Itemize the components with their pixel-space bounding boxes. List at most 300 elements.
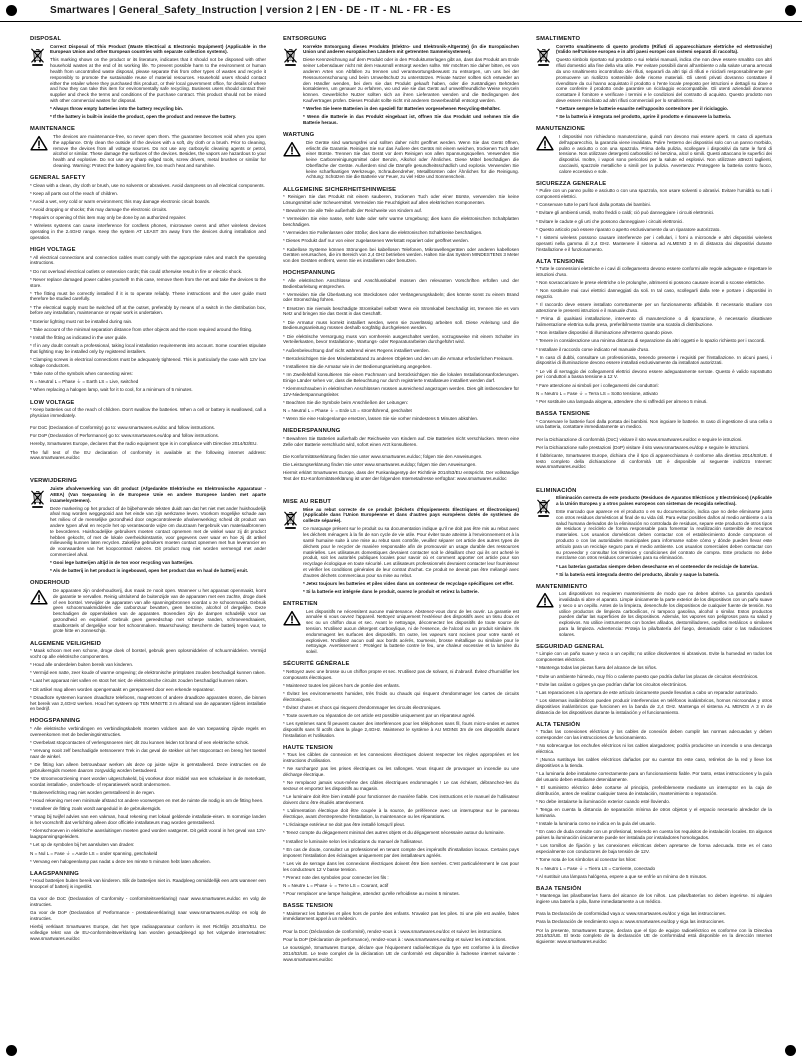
section-row	[283, 911, 519, 925]
section-paragraph: * Installare il raccordo come indicato nel manuale d'uso.	[536, 346, 650, 352]
section-row	[536, 266, 772, 407]
lang-block-it	[536, 36, 772, 473]
section-paragraph: * Tous les câbles de connexion et les connexions électriques doivent respecter les règles appropriées et les instructions d'utilisation.	[283, 752, 519, 764]
section-row	[536, 651, 772, 717]
section-paragraph: * The fitting must be correctly installed if it is to operate reliably. These instructions and the user guide must therefore be studied carefully.	[30, 290, 266, 302]
section	[283, 454, 519, 484]
section-paragraph: * Tenere in considerazione una minima distanza di separazione da altri oggetti e lo spazio richiesto per i raccordi.	[536, 338, 766, 344]
section-paragraph: * Keep batteries out of the reach of children. Don't swallow the batteries. When a cell or battery is swallowed, call a physician immediately.	[30, 407, 266, 418]
section-heading: MAINTENANCE	[30, 126, 76, 133]
section-paragraph: * Al sustituir una lámpara halógena, espere a que se enfríe un mínimo de 5 minutos.	[536, 873, 708, 879]
section-paragraph: * Wenn Sie eine Halogenlampe ersetzen, lassen Sie sie vorher mindestens 5 Minuten abkühlen.	[283, 416, 479, 422]
section-paragraph: * Wireless systems can cause interference for cordless phones, microwave ovens and other wireless devices operating in the 2.4GHz range. Keep the system AT LEAST 3m away from the devices during installation and operation.	[30, 223, 266, 240]
section-row	[30, 588, 266, 637]
section-paragraph: * Vervang nooit zelf beschadigde netsnoeren! Trek in dat geval de stekker uit het stopcontact en breng het toestel naar de winkel.	[30, 748, 266, 759]
section-paragraph: * Alle elektrischen Anschlüsse und Anschlusskabel müssen den relevanten Vorschriften erfüllen und der Bedienbarleitung entsprechen.	[283, 277, 519, 289]
section-paragraph: * No sobrecargue los enchufes eléctricos ni los cables alargadores; podría producirse un incendio o una descarga eléctrica.	[536, 743, 772, 755]
section-text	[30, 878, 266, 892]
section-row	[30, 726, 266, 867]
section-paragraph: * De fitting kan alleen betrouwbaar werken als deze op juiste wijze is geïnstalleerd. Deze instructies en de gebruikersgids moeten daarom zorgvuldig worden bestudeerd.	[30, 762, 266, 773]
section-paragraph: * Prenez note des symboles pour connecter les fils :	[283, 874, 389, 880]
section-paragraph: * Vraag bij twijfel advies van een vakman, houd rekening met lokaal geldende installatie-eisen. In sommige landen is het voorschrift dat verlichting alleen door officiële installateurs mag worden geïnstalleerd.	[30, 814, 266, 826]
section-paragraph: * Die Armatur muss korrekt installiert werden, wenn sie zuverlässig arbeiten soll. Diese Anleitung und die Bedienungsanleitung müssen deshalb sorgfältig durchgelesen werden.	[283, 319, 519, 331]
section-text	[30, 183, 266, 244]
section-paragraph: * Gooi lege batterijen altijd in de ton voor recycling van batterijen.	[50, 560, 194, 566]
section-paragraph: The full text of the EU declaration of conformity is available at the following internet address: www.smartwares.eu/doc	[30, 449, 266, 461]
section-paragraph: Die Geräte sind wartungsfrei und sollten daher nicht geöffnet werden. Wenn Sie das Gerät öffnen, erlischt die Garantie. Reinigen Sie nur das Äußere des Geräts mit einem weichen, trockenen Tuch oder einer Bürste. Trennen Sie das Gerät vor dem Reinigen von allen Spannungsquellen. Verwenden Sie keine Carbonreinigungsmittel oder Benzin, Alkohol oder Ähnliches. Diese Mittel beschädigen die Oberfläche der Geräte. Außerdem sind die Dämpfe gesundheitsschädlich und explosiv. Verwenden Sie keine scharfkantigen Werkzeuge, Schraubendreher, Metallbürsten oder Ähnliches für die Reinigung. Achtung: Schützen Sie die Batterie vor Feuer, zu viel Hitze und Sonnenschein.	[306, 139, 519, 180]
section-text	[283, 454, 519, 484]
section-paragraph: * Pour remplacer une lampe halogène, attendez qu'elle refroidisse au moins 5 minutes.	[283, 891, 460, 897]
registration-mark-top-left	[6, 5, 17, 16]
section-paragraph: * Houd batterijen buiten bereik van kinderen. Slik de batterijen niet in. Raadpleeg onmiddellijk een arts wanneer een knoopcel of batterij is ingeslikt.	[30, 878, 266, 890]
section-paragraph: N = Neutral L = Phase ⏚ = Erde LS = stromführend, geschaltet	[283, 408, 412, 414]
section-row	[30, 648, 266, 714]
section-paragraph: For DoC (Declaration of Conformity) go to: www.smartwares.eu/doc and follow instructions.	[30, 424, 216, 430]
section-text	[303, 44, 519, 129]
section	[30, 580, 266, 636]
section-text	[283, 436, 519, 450]
section	[30, 641, 266, 715]
section	[536, 644, 772, 718]
section-paragraph: * Alle elektrische verbindingen en verbindingskabels moeten voldoen aan de van toepassing zijnde regels en overeenkomen met de bedieningsinstructies.	[30, 725, 266, 737]
section-row	[536, 44, 772, 123]
section	[536, 126, 772, 176]
section-paragraph: * Évitez chutes et chocs qui risquent d'endommager les circuits électroniques.	[283, 704, 442, 710]
section-paragraph: * Do not overload electrical outlets or extension cords; this could otherwise result in fire or electric shock.	[30, 268, 243, 274]
section-paragraph: * Ne surchargez pas les prises électriques ou les rallonges. Vous risquez de provoquer un incendie ou une décharge électrique.	[283, 766, 519, 778]
section-paragraph: * De stroomvoorziening moet worden uitgeschakeld, bij voorkeur door middel van een schakelaar in de meterkast, voordat installatie-, onderhouds- of reparatiewerk wordt ondernomen.	[30, 776, 266, 787]
section-row	[283, 44, 519, 129]
section-paragraph: * Pulire con un panno pulito e asciutto o con una spazzola, non usare solventi o abrasivi. Evitare l'umidità su tutti i componenti elettrici.	[536, 188, 772, 200]
section	[283, 601, 519, 657]
section-row	[536, 419, 772, 433]
section-heading: ALGEMENE VEILIGHEID	[30, 640, 102, 647]
section-text	[306, 609, 519, 658]
section-paragraph: * Se la batteria è integrata nel prodotto, aprire il prodotto e rimuovere la batteria.	[556, 114, 732, 120]
section	[283, 661, 519, 741]
section-paragraph: * Los tornillos de fijación y las conexiones eléctricas deben apretarse de forma adecuada. Este es el caso especialmente con conductores de baja tensión de 12V.	[536, 843, 772, 855]
section-paragraph: N = Neutro L = Fase ⏚ = Tierra LS = Corriente, conectado	[536, 865, 656, 871]
section-paragraph: * Limpie con un paño suave y seco o un cepillo; no utilice disolventes ni abrasivos. Evite la humedad en todos los componentes eléctricos.	[536, 651, 772, 663]
section-paragraph: * Vervang een halogeenlamp pas nadat u deze ten minste 5 minuten hebt laten afkoelen.	[30, 858, 211, 864]
section-paragraph: * All electrical connections and connection cables must comply with the appropriate rules and match the operating instructions.	[30, 254, 266, 266]
section-paragraph: Deze markering op het product of de bijbehorende teksten duidt aan dat het niet met ander huishoudelijk afval mag worden weggegooid aan het einde van zijn werkzame leven. Voorkom mogelijke schade aan het milieu of de menselijke gezondheid door ongecontroleerde afvalverwerking; scheid dit product van andere typen afval en recycle het op verantwoorde wijze om duurzaam hergebruik van materiaalbronnen te bevorderen. Huishoudelijke gebruikers moeten contact opnemen met de winkel waar zij dit product hebben gekocht, of met de lokale overheidsinstantie, voor gegevens over waar en hoe zij dit artikel milieuveilig kunnen laten recyclen. Zakelijke gebruikers moeten contact opnemen met hun leverancier en de voorwaarden van het koopcontract nalezen. Dit product mag niet worden vermengd met ander commercieel afval.	[50, 505, 266, 557]
section-paragraph: * Mantenga todas las piezas fuera del alcance de los niños.	[536, 665, 658, 671]
section-row	[536, 591, 772, 640]
section	[30, 36, 266, 122]
section	[536, 584, 772, 640]
section-paragraph: * Le viti di serraggio dei collegamenti elettrici devono essere adeguatamente serrate. Questo è valido soprattutto per i conduttori a bassa tensione a 12 V.	[536, 368, 772, 380]
section-text	[53, 588, 266, 637]
section-paragraph: Ce marquage présent sur le produit ou sa documentation indique qu'il ne doit pas être mis au rebut avec les déchets ménagers à la fin de son cycle de vie utile. Pour éviter toute atteinte à l'environnement et à la santé humaine suite à une mise au rebut sans contrôle, veuillez séparer cet article des autres types de déchets pour le recycler de manière responsable afin de promouvoir un usage durable des ressources matérielles. Les utilisateurs domestiques devraient contacter soit le détaillant chez qui ils ont acheté le produit, soit les autorités publiques locales pour savoir où et comment apporter cet article pour son recyclage écologique en toute sécurité. Les utilisateurs professionnels devraient contacter leur fournisseur et vérifier les conditions générales de leur contrat d'achat. Ce produit ne devrait pas être mélangé avec d'autres déchets commerciaux pour sa mise au rebut.	[303, 526, 519, 578]
section-heading: HIGH VOLTAGE	[30, 247, 76, 254]
section-heading: SÉCURITÉ GÉNÉRALE	[283, 661, 350, 668]
section-paragraph: * If the battery is built-in inside the product, open the product and remove the battery.	[50, 114, 237, 120]
section-paragraph: * Installieren Sie die Armatur wie in der Bedienungsanleitung angegeben.	[283, 363, 432, 369]
section-paragraph: * Let op de symbolen bij het aansluiten van draden:	[30, 842, 135, 848]
section-paragraph: * Clamping screws in electrical connections must be adequately tightened. This is particularly the case with 12V low voltage conductors.	[30, 357, 266, 368]
section-paragraph: Le soussigné, Smartwares Europe, déclare que l'équipement radioélectrique du type est conforme à la directive 2014/53/UE. Le texte complet de la déclaration UE de conformité est disponible à l'adresse internet suivante : www.smartwares.eu/doc	[283, 944, 519, 962]
section-row	[536, 495, 772, 580]
warning-triangle-icon	[283, 609, 301, 626]
section-paragraph: * Las reparaciones o la apertura de este artículo únicamente puede llevarlas a cabo un reparador autorizado.	[536, 689, 758, 695]
section-paragraph: * Les systèmes sans fil peuvent causer des interférences pour les téléphones sans fil, fours micro-ondes et autres dispositifs sans fil actifs dans la plage 2,4GHz. Maintenez le système à AU MOINS 3m de ces dispositifs durant l'installation et l'utilisation.	[283, 721, 519, 738]
section-row	[30, 134, 266, 171]
section-paragraph: * Le luminaire doit être bien installé pour fonctionner de manière fiable. Ces instructions et le manuel de l'utilisateur doivent donc être étudiés attentivement.	[283, 794, 519, 806]
section-heading: NIEDERSPANNUNG	[283, 428, 341, 435]
section-row	[30, 183, 266, 244]
section-paragraph: De apparaten zijn onderhoudsvrij, dus maak ze nooit open. Wanneer u het apparaat openmaakt, komt de garantie te vervallen. Reinig uitsluitend de buitenzijde van de apparaten met een zachte, droge doek of een borstel. Verwijder de apparaten van alle spanningsbronnen voordat u ze schoonmaakt. Gebruik geen schoonmaakmiddelen die carbonzuur bevatten, geen benzine, alcohol of dergelijke. Deze beschadigen de oppervlakken van de apparaten. Bovendien zijn de dampen schadelijk voor uw gezondheid en explosief. Gebruik geen gereedschap met scherpe randen, schroevendraaiers, staalborstels of dergelijke voor het schoonmaken. Waarschuwing: Bescherm de batterij tegen vuur, te grote hitte en zonneschijn.	[53, 587, 266, 634]
section-paragraph: * Klemschroeven in elektrische aansluitingen moeten goed worden vastgezet. Dit geldt vooral in het geval van 12V-laagspanningsgeleiders.	[30, 828, 266, 840]
section-paragraph: * Ersetzen Sie niemals beschädigte Stromkabel selbst! Wenn ein Stromkabel beschädigt ist, trennen Sie es vom Netz und bringen Sie das Gerät in das Geschäft.	[283, 305, 519, 317]
section-paragraph: * Maintenez les batteries et piles hors de portée des enfants. N'avalez pas les piles. Si une pile est avalée, faites immédiatement appel à un médecin.	[283, 910, 519, 922]
lang-block-fr	[283, 499, 519, 965]
section-text	[306, 140, 519, 183]
section-paragraph: Hierbij verklaart Smartwares Europe, dat het type radioapparatuur conform is met Richtlijn 2014/53/EU. De volledige tekst van de EU-conformiteitsverklaring kan worden geraadpleegd op het volgende internetadres: www.smartwares.eu/doc	[30, 924, 266, 941]
section	[283, 270, 519, 424]
section-heading: LAAGSPANNING	[30, 870, 79, 877]
section-paragraph: N = Neutral L = Phase ⏚ = Earth LS = Live, switched	[30, 379, 139, 385]
section-paragraph: Les dispositifs ne nécessitent aucune maintenance. Abstenez-vous donc de les ouvrir. La garantie est annulée si vous ouvrez l'appareil. Nettoyez uniquement l'extérieur des dispositifs avec un tissu doux et sec ou un chiffon doux et sec. Avant le nettoyage, déconnectez les dispositifs de toute source de tension. N'utilisez aucun détergent carboxylique, ni de l'essence, de l'alcool ou un produit similaire. Ils endommagent les surfaces des dispositifs. En outre, les vapeurs sont nocives pour votre santé et explosives. N'utilisez aucun outil aux bords acérés, tournevis, brosse métallique ou similaire pour le nettoyage. Avertissement : Protégez la batterie contre le feu, une chaleur excessive et la lumière du soleil.	[306, 608, 519, 655]
section-text	[283, 752, 519, 899]
section-paragraph: * Non sostituire mai cavi elettrici danneggiati da soli. In tal caso, scollegarli dalla rete e portare i dispositivi in negozio.	[536, 288, 772, 300]
section-paragraph: * Werfen Sie leere Batterien in den speziell für Batterien vorgesehenen Recycling-Behälter.	[303, 106, 501, 112]
section-paragraph: Para la Declaración de rendimiento vaya a: www.smartwares.eu/dop y siga las instrucciones.	[536, 919, 725, 925]
section-heading: ENTSORGUNG	[283, 36, 327, 42]
section-heading: MANTENIMIENTO	[536, 583, 588, 590]
section-heading: HOCHSPANNUNG	[283, 270, 336, 277]
section	[536, 411, 772, 432]
section	[536, 911, 772, 947]
section-text	[283, 194, 519, 266]
section-heading: DISPOSAL	[30, 36, 62, 42]
section-paragraph: Hereby, Smartwares Europe, declares that the radio equipment type is in compliance with Directive 2014/53/EU.	[30, 441, 258, 447]
section	[536, 722, 772, 882]
section-text	[30, 255, 266, 396]
section-paragraph: * Exterior lighting must not be installed during rain.	[30, 318, 133, 324]
section-paragraph: Ga voor de DoC (Declaration of Conformity - conformiteitsverklaring) naar www.smartwares.eu/doc en volg de instructies.	[30, 896, 266, 908]
section-text	[30, 726, 266, 867]
section-paragraph: * L'éclairage extérieur ne doit pas être installé lorsqu'il pleut.	[283, 822, 406, 828]
section-paragraph: * Wenn die Batterie in das Produkt eingebaut ist, öffnen Sie das Produkt und nehmen Sie die Batterie heraus.	[303, 114, 519, 126]
section-row	[283, 609, 519, 658]
section-heading: ALTA TENSIONE	[536, 258, 585, 265]
section-heading: ENTRETIEN	[283, 601, 318, 608]
section-paragraph: * La luminaria debe instalarse correctamente para un funcionamiento fiable. Por tanto, estas instrucciones y la guía del usuario deben estudiarse detenidamente.	[536, 771, 772, 782]
section-paragraph: Per la Dichiarazione sulle prestazioni (DoP) visitare il sito www.smartwares.eu/dop e seguire le istruzioni.	[536, 444, 750, 450]
section-text	[283, 929, 519, 965]
section-row	[283, 454, 519, 484]
section-paragraph: * Nettoyez avec une brosse ou un chiffon propre et sec. N'utilisez pas de solvant, ni d'abrasif. Évitez d'humidifier les composants électriques.	[283, 668, 519, 680]
section	[536, 181, 772, 255]
section-paragraph: * Non sovraccaricare le prese elettriche o le prolunghe, altrimenti si possono causare incendi o scosse elettriche.	[536, 280, 766, 286]
section-paragraph: * No debe instalarse la iluminación exterior cuando esté lloviendo.	[536, 799, 671, 805]
section-row	[283, 140, 519, 183]
section-heading: GENERAL SAFETY	[30, 175, 86, 182]
section-paragraph: * Installeer de fitting zoals wordt aangeduid in de gebruikersgids.	[30, 806, 162, 812]
section-paragraph: * Take account of the minimal separation distance from other objects and the room required around the fitting.	[30, 326, 253, 332]
section-paragraph: * Dit artikel mag alleen worden opengemaakt en gerepareerd door een erkende reparateur.	[30, 686, 215, 692]
section-text	[559, 591, 772, 640]
section-paragraph: * Non installare dispositivi di illuminazione all'esterno quando piove.	[536, 330, 674, 336]
weee-bin-icon	[283, 44, 298, 67]
section-paragraph: * Bewahren Sie Batterien außerhalb der Reichweite von Kindern auf. Die Batterien nicht verschlucken. Wenn eine Zelle oder Batterie verschluckt wird, sofort einen Arzt konsultieren.	[283, 435, 519, 447]
section-paragraph: * Ne remplacez jamais vous-même des câbles électriques endommagés ! Le cas échéant, débranchez-les du secteur et emportez les dispositifs au magasin.	[283, 780, 519, 792]
section-paragraph: I dispositivi non richiedono manutenzione, quindi non devono mai essere aperti. In caso di apertura dell'apparecchio, la garanzia viene invalidata. Pulire l'esterno dei dispositivi solo con un panno morbido, pulito e asciutto o con una spazzola. Prima della pulizia, scollegare i dispositivi da tutte le fonti di tensione. Non utilizzare detergenti carbossilici né benzina, alcol o simili. Questi attaccano le superfici dei dispositivi. Inoltre, i vapori sono pericolosi per la salute ed esplosivi. Non utilizzare attrezzi taglienti, cacciaviti, spazzole metalliche o simili per la pulizia. Avvertenza: Proteggere la batteria contro fuoco, calore eccessivo e sole.	[559, 133, 772, 174]
lang-block-en	[30, 36, 266, 463]
section-row	[283, 507, 519, 598]
section-paragraph: * Conservare le batterie fuori dalla portata dei bambini. Non ingoiare le batterie. In caso di ingestione di una cella o una batteria, contattare immediatamente un medico.	[536, 418, 772, 430]
section-paragraph: * Gettare sempre le batterie esaurite nell'apposito contenitore per il riciclaggio.	[556, 106, 729, 112]
section-paragraph: * Install the fitting as indicated in the user guide.	[30, 334, 128, 340]
warning-triangle-icon	[30, 134, 48, 151]
section-text	[283, 669, 519, 741]
section-paragraph: Hiermit erklärt Smartwares Europe, dass der Funkanlagentyp der Richtlinie 2014/53/EU entspricht. Der vollständige Text der EU-Konformitätserklärung ist unter der folgenden Internetadresse verfügbar: www.smartwares.eu/doc	[283, 470, 519, 482]
section-paragraph: * Los sistemas inalámbricos pueden producir interferencias en teléfonos inalámbricos, hornos microondas y otros dispositivos inalámbricos que funcionen en la banda de 2,4 GHz. Mantenga el sistema AL MENOS A 3 m de distancia de los dispositivos durante la instalación y el funcionamiento.	[536, 698, 772, 715]
section-paragraph: * Las baterías gastadas siempre deben desecharse en el contenedor de reciclaje de baterías.	[556, 563, 759, 569]
section-paragraph: * Buitenverlichting mag niet worden geïnstalleerd in de regen.	[30, 789, 156, 795]
section-paragraph: * Klemmschrauben in elektrischen Anschlüssen müssen ausreichend angezogen werden. Dies gilt insbesondere für 12V-Niederspannungsleiter.	[283, 385, 519, 397]
section-row	[536, 911, 772, 947]
section-paragraph: * Beachten Sie die Symbole beim Anschließen der Leitungen:	[283, 399, 409, 405]
section	[283, 903, 519, 924]
section-paragraph: Die Konformitätserklärung finden Sie unter www.smartwares.eu/doc; folgen Sie den Anweisungen.	[283, 453, 483, 459]
section-text	[30, 648, 266, 714]
section-paragraph: * Berücksichtigen Sie den Mindestabstand zu anderen Objekten und den um die Armatur erforderlichen Freiraum.	[283, 355, 514, 361]
section-paragraph: * Clean with a clean, dry cloth or brush, use no solvents or abrasives. Avoid dampness on all electrical components.	[30, 182, 265, 188]
section-paragraph: * Evite las caídas o golpes ya que podrían dañar los circuitos electrónicos.	[536, 681, 688, 687]
section-paragraph: Per la Dichiarazione di conformità (DoC) visitare il sito www.smartwares.eu/doc e seguire le istruzioni.	[536, 436, 743, 442]
section-paragraph: * Per sostituire una lampada alogena, attendere che si raffreddi per almeno 5 minuti.	[536, 398, 708, 404]
section-text	[556, 495, 772, 580]
section-paragraph: Diese Kennzeichnung auf dem Produkt oder in den Produktunterlagen gibt an, dass das Produkt am Ende seiner Lebensdauer nicht mit dem Hausmüll entsorgt werden sollte. Wir möchten Sie daher bitten, es von anderen Arten von Abfällen zu trennen und verantwortungsbewusst zu entsorgen, um uns bei der Ressourcenschonung und beim Umweltschutz zu unterstützen. Private Nutzer sollten sich entweder an den Händler wenden, bei dem sie das Produkt gekauft haben, oder die zuständigen Behörden kontaktieren, um genauer zu erfahren, wo und wie sie das Gerät auf umweltfreundliche Weise recyceln können. Gewerbliche Nutzer sollten sich an ihren Lieferanten wenden und die Bedingungen des Kaufvertrages prüfen. Dieses Produkt sollte nicht mit anderem Gewerbeabfall entsorgt werden.	[303, 57, 519, 103]
section-paragraph: Eliminación correcta de este producto (Residuos de Aparatos Eléctricos y Electrónicos) (Aplicable a la Unión Europea y a otros países europeos con sistemas de recogida selectiva).	[556, 495, 772, 506]
section-paragraph: * El suministro eléctrico debe cortarse al principio, preferiblemente mediante un interruptor en la caja de distribución, antes de realizar cualquier tarea de instalación, mantenimiento o reparación.	[536, 785, 772, 796]
section	[30, 175, 266, 243]
section-paragraph: Juiste afvalverwerking van dit product (Afgedankte Elektrische en Elektronische Apparatuur - AEEA) (Van toepassing in de Europese Unie en andere Europese landen met aparte inzamelsystemen).	[50, 485, 266, 503]
section-text	[536, 419, 772, 433]
section-paragraph: Los dispositivos no requieren mantenimiento de modo que no deben abrirse. La garantía quedará invalidada si abre el aparato. Limpie únicamente la parte exterior de los dispositivos con un paño suave y seco o un cepillo. Antes de la limpieza, desenchufe los dispositivos de cualquier fuente de tensión. No utilice productos de limpieza carboxílicos, ni tampoco gasolina, alcohol o similar. Estos productos pueden dañar las superficies de los dispositivos. Además, los vapores son peligrosos para su salud y explosivos. No utilice instrumentos con bordes afilados, destornilladores, cepillos metálicos o similares para la limpieza. Advertencia: Proteja la pila/batería del fuego, demasiado calor o las radiaciones solares.	[559, 591, 772, 637]
section-row	[283, 278, 519, 425]
section-text	[30, 896, 266, 944]
section-text	[536, 893, 772, 907]
section-text	[53, 134, 266, 171]
column-3	[536, 32, 772, 980]
section-heading: BAJA TENSIÓN	[536, 885, 582, 892]
section-paragraph: * Always throw empty batteries into the battery recycling bin.	[50, 106, 184, 112]
section-paragraph: * Tutte le connessioni elettriche e i cavi di collegamento devono essere conformi alle regole adeguate e rispettare le istruzioni d'uso.	[536, 266, 772, 277]
section-paragraph: * Repairs or opening of this item may only be done by an authorized repairer.	[30, 215, 187, 221]
section-paragraph: Corretto smaltimento di questo prodotto (Rifiuti di apparecchiature elettriche ed elettroniche) (Valido nell'Unione europea e in altri paesi europei con sistemi separati di raccolta).	[556, 43, 772, 55]
page-header	[0, 0, 802, 22]
section	[283, 36, 519, 128]
section	[536, 488, 772, 580]
section-paragraph: * In caso di dubbi, consultare un professionista, tenendo presente i requisiti per l'installazione. In alcuni paesi, i dispositivi di illuminazione devono essere installati esclusivamente da installatori autorizzati.	[536, 354, 772, 366]
section-paragraph: * Maak schoon met een schone, droge doek of borstel, gebruik geen oplosmiddelen of schuurmiddelen. Vermijd vocht op alle elektrische componenten.	[30, 648, 266, 659]
section-paragraph: * Never replace damaged power cables yourself! In this case, remove them from the net and take the devices to the store.	[30, 276, 266, 288]
weee-bin-icon	[536, 44, 551, 67]
section-paragraph: * Maintenez toutes les pièces hors de portée des enfants.	[283, 682, 400, 688]
section-row	[283, 194, 519, 266]
section-paragraph: * Avoid dropping or shocks; this may damage the electronic circuits.	[30, 207, 168, 213]
section-row	[30, 896, 266, 944]
section-paragraph: Este marcado que aparece en el producto o en su documentación, indica que no debe eliminarse junto con otros residuos domésticos al final de su vida útil. Para evitar posibles daños al medio ambiente o a la salud humana derivados de la eliminación no controlada de residuos, separe este producto de otros tipos de residuos y recíclelo de forma responsable para fomentar la reutilización sostenible de recursos materiales. Los usuarios domésticos deben contactar con el establecimiento donde compraron el producto o con las autoridades municipales para informarse sobre cómo y dónde pueden llevar este artículo para un reciclaje seguro para el medio ambiente. Los usuarios comerciales deben contactar con su proveedor y consultar los términos y condiciones del contrato de compra. Este producto no debe mezclarse con otros residuos comerciales para su eliminación.	[556, 509, 772, 561]
section-paragraph: * Toute ouverture ou réparation de cet article est possible uniquement par un réparateur agréé.	[283, 713, 476, 719]
section-paragraph: * L'alimentation électrique doit être coupée à la source, de préférence avec un interrupteur sur le panneau électrique, avant d'entreprendre l'installation, la maintenance ou les réparations.	[283, 808, 519, 820]
section-row	[30, 407, 266, 421]
section-heading: LOW VOLTAGE	[30, 399, 75, 406]
section-heading: ONDERHOUD	[30, 580, 70, 587]
section-row	[30, 878, 266, 892]
section-paragraph: * I sistemi wireless possono causare interferenze per i cellulari, i forni a microonde e altri dispositivi wireless operanti nella gamma di 2,4 GHz. Mantenere il sistema ad ALMENO 3 m di distanza dai dispositivi durante l'installazione e il funzionamento.	[536, 234, 772, 252]
section-heading: MANUTENZIONE	[536, 126, 586, 133]
section-paragraph: Para la Declaración de conformidad vaya a: www.smartwares.eu/doc y siga las instrucciones.	[536, 911, 726, 917]
section-paragraph: Correct Disposal of This Product (Waste Electrical & Electronic Equipment) (Applicable in the European Union and other European countries with separate collection systems).	[50, 43, 266, 55]
weee-bin-icon	[283, 507, 298, 530]
section	[30, 718, 266, 866]
section-paragraph: * Take note of the symbols when connecting wires:	[30, 371, 133, 377]
section-row	[536, 729, 772, 881]
section-heading: SEGURIDAD GENERAL	[536, 643, 605, 650]
section-paragraph: * En cas de doute, consultez un professionnel en tenant compte des impératifs d'installation locaux. Certains pays imposent l'installation des éclairages uniquement par des installateurs agréés.	[283, 846, 519, 858]
section-row	[536, 437, 772, 473]
section-paragraph: Pour la DoP (Déclaration de performance), rendez-vous à : www.smartwares.eu/dop et suivez les instructions.	[283, 936, 507, 942]
section-paragraph: * Mantenga las pilas/baterías fuera del alcance de los niños. Las pilas/baterías no deben ingerirse. Si alguien ingiere una batería o pila, llame inmediatamente a un médico.	[536, 893, 772, 905]
section-paragraph: Questo simbolo riportato sul prodotto o sui relativi manuali, indica che non deve essere smaltito con altri rifiuti domestici alla fine della vita utile. Per evitare possibili danni all'ambiente o alla salute umana arrecati da uno smaltimento incontrollato dei rifiuti, separarli da altri tipi di rifiuti e riciclarli responsabilmente per promuovere un riutilizzo sostenibile delle risorse materiali. Gli utenti privati dovranno contattare il rivenditore da cui hanno acquistato il prodotto o l'ente locale preposto per istruzioni e dettagli su dove e come conferire il prodotto onde garantire un riciclaggio ecocompatibile. Gli utenti aziendali dovranno contattare il fornitore e verificare i termini e le condizioni del contratto di acquisto. Questo prodotto non deve essere mischiato ad altri rifiuti commerciali per lo smaltimento.	[556, 57, 772, 103]
section-paragraph: * Les vis de serrage dans les connexions électriques doivent être bien serrées. C'est particulièrement le cas pour les conducteurs 12 V basse tension.	[283, 860, 519, 872]
section	[30, 896, 266, 944]
section-paragraph: * Todas las conexiones eléctricas y los cables de conexión deben cumplir las normas adecuadas y deben corresponder con las instrucciones de funcionamiento.	[536, 729, 772, 741]
lang-block-nl	[30, 478, 266, 944]
section-row	[536, 893, 772, 907]
section-paragraph: * Tenga en cuenta la distancia de separación mínima de otros objetos y el espacio necesario alrededor de la luminaria.	[536, 807, 772, 819]
section-paragraph: * Il raccordo deve essere installato correttamente per un funzionamento affidabile. È necessario studiare con attenzione le presenti istruzioni e il manuale d'uso.	[536, 302, 772, 314]
section-paragraph: * Questo articolo può essere riparato o aperto esclusivamente da un riparatore autorizzato.	[536, 226, 721, 232]
section-paragraph: * The electrical supply must be switched off at the outset, preferably by means of a switch in the distribution box, before any installation, maintenance or repair work is undertaken.	[30, 304, 266, 316]
warning-triangle-icon	[536, 134, 554, 151]
section-paragraph: N = Neutro L = Fase ⏚ = Terra LS = Sotto tensione, attivato	[536, 390, 658, 396]
section	[536, 36, 772, 122]
section	[283, 499, 519, 597]
section-paragraph: * If in any doubt consult a professional, taking local installation requirements into account. Some countries stipulate that lighting may be installed only by registered installers.	[30, 343, 266, 354]
section-text	[536, 729, 772, 881]
section-heading: VERWIJDERING	[30, 478, 78, 485]
section-text	[536, 437, 772, 473]
section	[283, 187, 519, 267]
weee-bin-icon	[536, 495, 551, 518]
section-row	[536, 188, 772, 254]
section-paragraph: * Fare attenzione ai simboli per i collegamenti dei conduttori:	[536, 382, 659, 388]
column-1	[30, 32, 266, 980]
weee-bin-icon	[30, 486, 45, 509]
page-title: Smartwares | General_Safety_Instruction | version 2 | EN - DE - IT - NL - FR - ES	[50, 5, 451, 16]
section-paragraph: * Vermeiden Sie die Überlastung von Steckdosen oder Verlängerungskabeln; dies könnte sonst zu einem Brand oder Stromschlag führen.	[283, 291, 519, 303]
section-paragraph: Ga voor de DoP (Declaration of Performance - prestatieverklaring) naar www.smartwares.eu/dop en volg de instructies.	[30, 910, 266, 922]
section-paragraph: * Außenbeleuchtung darf nicht während eines Regens installiert werden.	[283, 347, 430, 353]
section-text	[536, 266, 772, 407]
section-row	[283, 436, 519, 450]
section-text	[30, 407, 266, 421]
section	[30, 247, 266, 395]
section-paragraph: N = Nul L = Fase ⏚ = Aarde LS = onder spanning, geschakeld	[30, 850, 158, 856]
section-paragraph: * Overbelast stopcontacten of verlengsnoeren niet; dit zou kunnen leiden tot brand of een elektrische schok.	[30, 739, 250, 745]
lang-block-es	[536, 488, 772, 948]
section-paragraph: * Laat het apparaat niet vallen en stoot het niet; de elektronische circuits zouden beschadigd kunnen raken.	[30, 678, 249, 684]
section-paragraph: * Bewahren Sie alle Teile außerhalb der Reichweite von Kindern auf.	[283, 208, 423, 214]
section-paragraph: * Houd alle onderdelen buiten bereik van kinderen.	[30, 662, 134, 668]
section	[30, 871, 266, 892]
section-heading: ALLGEMEINE SICHERHEITSHINWEISE	[283, 186, 397, 193]
section-text	[30, 425, 266, 463]
section	[30, 478, 266, 576]
column-2	[283, 32, 519, 980]
section-heading: ELIMINACIÓN	[536, 487, 577, 494]
section-row	[30, 486, 266, 577]
section-heading: BASSA TENSIONE	[536, 411, 591, 418]
section-paragraph: * Reinigen Sie das Produkt mit einem sauberen, trockenen Tuch oder einer Bürste, verwenden Sie keine Lösungsmittel oder Scheuermittel. Vermeiden Sie Feuchtigkeit auf allen elektrischen Komponenten.	[283, 194, 519, 205]
warning-triangle-icon	[536, 591, 554, 608]
section-row	[283, 669, 519, 741]
section-heading: BASSE TENSION	[283, 903, 333, 910]
warning-triangle-icon	[30, 588, 48, 605]
section	[536, 437, 772, 473]
section-heading: ALTA TENSIÓN	[536, 721, 581, 728]
registration-mark-bottom-right	[785, 1045, 796, 1056]
section-paragraph: * Installez le luminaire selon les indications du manuel de l'utilisateur.	[283, 838, 424, 844]
section	[30, 425, 266, 463]
weee-bin-icon	[30, 44, 45, 67]
section	[283, 428, 519, 449]
section-row	[30, 44, 266, 123]
section-text	[50, 486, 266, 577]
section-row	[30, 255, 266, 396]
section-paragraph: * Die elektrische Versorgung muss von vornherein ausgeschaltet werden, vorzugsweise mit einem Schalter im Verteilerkasten, bevor Installations-, Wartungs- oder Reparaturarbeiten durchgeführt wird.	[283, 333, 519, 345]
section-heading: HOOGSPANNING	[30, 718, 81, 725]
section-paragraph: * Als de batterij in het product is ingebouwd, open het product dan en haal de batterij eruit.	[50, 568, 249, 574]
section	[30, 126, 266, 171]
section-text	[536, 911, 772, 947]
section-paragraph: * Vermeiden Sie Fallenlassen oder Stöße; dies kann die elektronischen Schaltkreise beschädigen.	[283, 230, 483, 236]
registration-mark-bottom-left	[6, 1045, 17, 1056]
section-paragraph: Il fabbricante, Smartwares Europe, dichiara che il tipo di apparecchiatura è conforme alla direttiva 2014/53/UE. Il testo completo della dichiarazione di conformità UE è disponibile al seguente indirizzo Internet: www.smartwares.eu/doc	[536, 452, 772, 470]
section-text	[559, 134, 772, 177]
section-paragraph: * Evitare le cadute e gli urti che possono danneggiare i circuiti elettronici.	[536, 218, 684, 224]
section-paragraph: Pour la DoC (Déclaration de conformité), rendez-vous à : www.smartwares.eu/doc et suivez les instructions.	[283, 928, 503, 934]
section-paragraph: Por la presente, Smartwares Europe, declara que el tipo de equipo radioeléctrico es conforme con la Directiva 2014/53/UE. El texto completo de la declaración UE de conformidad está disponible en la dirección Internet siguiente: www.smartwares.eu/doc	[536, 927, 772, 945]
section-row	[283, 752, 519, 899]
section-paragraph: * Tome nota de los símbolos al conectar los hilos:	[536, 857, 637, 863]
warning-triangle-icon	[283, 140, 301, 157]
section-paragraph: * Jetez toujours les batteries et piles vides dans un conteneur de recyclage spécifiques cet effet.	[303, 580, 514, 586]
section-paragraph: For DoP (Declaration of Performance) go to: www.smartwares.eu/dop and follow instructions.	[30, 433, 220, 439]
section-paragraph: * Houd rekening met een minimale afstand tot andere voorwerpen en met de ruimte die nodig is om de fitting heen.	[30, 798, 264, 804]
section-paragraph: * ¡Nunca sustituya los cables eléctricos dañados por su cuenta! En este caso, retírelos de la red y lleve los dispositivos a la tienda.	[536, 757, 772, 769]
section-paragraph: * Évitez les environnements humides, très froids ou chauds qui risquent d'endommager les cartes de circuits électroniques.	[283, 690, 519, 702]
section-heading: SICUREZZA GENERALE	[536, 180, 607, 187]
section-row	[536, 134, 772, 177]
section-paragraph: * Instale la luminaria como se indica en la guía del usuario.	[536, 821, 656, 827]
section-paragraph: * Tenez compte du dégagement minimal des autres objets et du dégagement nécessaire autour du luminaire.	[283, 830, 505, 836]
lang-block-de	[283, 36, 519, 484]
document-columns	[0, 22, 802, 980]
section-row	[283, 929, 519, 965]
section-paragraph: * Si la batería está integrada dentro del producto, ábralo y saque la batería.	[556, 571, 720, 577]
section-paragraph: * Si la batterie est intégrée dans le produit, ouvrez le produit et retirez la batterie.	[303, 589, 479, 595]
section	[536, 886, 772, 907]
section-text	[556, 44, 772, 123]
section-text	[303, 507, 519, 598]
section-paragraph: * Vermijd een natte, zeer koude of warme omgeving; de elektronische printplaten zouden beschadigd kunnen raken.	[30, 670, 266, 676]
